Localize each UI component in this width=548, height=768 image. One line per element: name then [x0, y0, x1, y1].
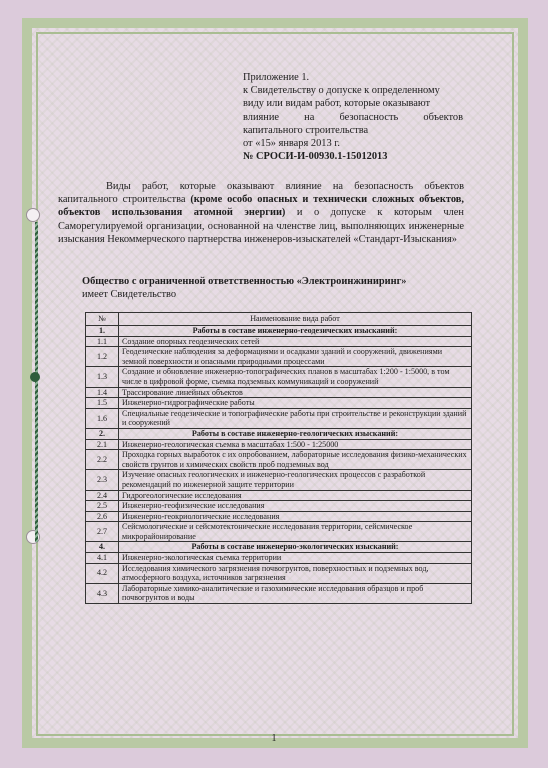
table-row — [86, 367, 472, 387]
word: на — [304, 111, 315, 123]
row-number: 4. — [86, 542, 119, 553]
row-number: 4.2 — [86, 563, 119, 583]
table-row — [86, 470, 472, 490]
row-work-name: Работы в составе инженерно-геологических изысканий: — [119, 428, 472, 439]
row-work-name: Гидрогеологические исследования — [119, 490, 472, 501]
row-number: 2.1 — [86, 439, 119, 450]
row-number: 1.6 — [86, 408, 119, 428]
row-work-name: Создание опорных геодезических сетей — [119, 336, 472, 347]
row-work-name: Инженерно-геологическая съемка в масштабах 1:500 - 1:25000 — [119, 439, 472, 450]
table-row — [86, 501, 472, 512]
word: влияние — [243, 111, 280, 123]
table-row — [86, 398, 472, 409]
header-name: Наименование вида работ — [119, 313, 472, 326]
table-row — [86, 490, 472, 501]
row-number: 4.3 — [86, 583, 119, 603]
row-number: 2.3 — [86, 470, 119, 490]
appendix-line: капитального строительства — [243, 124, 369, 136]
intro-paragraph — [58, 180, 464, 246]
row-number: 1.4 — [86, 387, 119, 398]
organization-line — [82, 275, 482, 301]
table-row — [86, 408, 472, 428]
row-number: 2.5 — [86, 501, 119, 512]
organization-name: Общество с ограниченной ответственностью «Электроинжиниринг» — [82, 276, 407, 287]
certificate-number: № СРОСИ-И-00930.1-15012013 — [243, 151, 388, 163]
row-number: 1.1 — [86, 336, 119, 347]
row-work-name: Изучение опасных геологических и инженерно-геологических процессов с разработкой рекомендаций по инженерной защите территории — [119, 470, 472, 490]
row-work-name: Работы в составе инженерно-экологических изысканий: — [119, 542, 472, 553]
binding-thread — [35, 222, 38, 542]
table-row — [86, 511, 472, 522]
header-num: № — [86, 313, 119, 326]
works-table — [85, 312, 472, 604]
row-work-name: Проходка горных выработок с их опробованием, лабораторные исследования физико-механических свойств грунтов и химических свойств проб подземных вод — [119, 450, 472, 470]
row-work-name: Лабораторные химико-аналитические и газохимические исследования образцов и проб почвогрунтов и воды — [119, 583, 472, 603]
row-number: 2. — [86, 428, 119, 439]
row-work-name: Создание и обновление инженерно-топографических планов в масштабах 1:200 - 1:5000, в том числе в цифровой форме, съемка подземных коммуникаций и сооружений — [119, 367, 472, 387]
page-number: 1 — [271, 733, 277, 744]
row-number: 2.6 — [86, 511, 119, 522]
table-row — [86, 522, 472, 542]
row-work-name: Исследования химического загрязнения почвогрунтов, поверхностных и подземных вод, атмосферного воздуха, источников загрязнения — [119, 563, 472, 583]
row-work-name: Трассирование линейных объектов — [119, 387, 472, 398]
table-row — [86, 583, 472, 603]
row-number: 2.7 — [86, 522, 119, 542]
row-number: 4.1 — [86, 553, 119, 564]
row-number: 1.5 — [86, 398, 119, 409]
appendix-line: к Свидетельству о допуске к определенному — [243, 85, 440, 97]
row-work-name: Геодезические наблюдения за деформациями и осадками зданий и сооружений, движениями земной поверхности и опасными природными процессами — [119, 347, 472, 367]
organization-suffix: имеет Свидетельство — [82, 289, 177, 300]
table-row — [86, 553, 472, 564]
binding-knot — [30, 372, 40, 382]
table-row — [86, 336, 472, 347]
intro-text: Виды работ, которые оказывают влияние на безопасность объектов капитального строительства — [58, 181, 464, 206]
table-section-row — [86, 428, 472, 439]
row-work-name: Специальные геодезические и топографические работы при строительстве и реконструкции зданий и сооружений — [119, 408, 472, 428]
appendix-line-justified — [243, 111, 463, 124]
row-work-name: Инженерно-геофизические исследования — [119, 501, 472, 512]
table-row — [86, 450, 472, 470]
row-work-name: Инженерно-гидрографические работы — [119, 398, 472, 409]
row-work-name: Инженерно-экологическая съемка территории — [119, 553, 472, 564]
intro-bold-text: (кроме особо опасных и технически сложных объектов, объектов использования атомной энергии) — [58, 194, 464, 219]
row-number: 1.2 — [86, 347, 119, 367]
table-section-row — [86, 326, 472, 337]
row-work-name: Инженерно-геокриологические исследования — [119, 511, 472, 522]
table-header-row — [86, 313, 472, 326]
word: объектов — [423, 111, 463, 123]
row-number: 1.3 — [86, 367, 119, 387]
intro-text-2: и о допуске к которым член Саморегулируемой организации, основанной на членстве лиц, выполняющих инженерные изыскания Некоммерческого партнерства инженеров-изыскателей «Стандарт-Изыскания» — [58, 207, 464, 245]
table-row — [86, 439, 472, 450]
row-work-name: Работы в составе инженерно-геодезических изысканий: — [119, 326, 472, 337]
appendix-date: от «15» января 2013 г. — [243, 138, 340, 150]
row-number: 2.2 — [86, 450, 119, 470]
table-row — [86, 387, 472, 398]
appendix-line: виду или видам работ, которые оказывают — [243, 98, 430, 110]
binding-hole-top — [26, 208, 40, 222]
table-section-row — [86, 542, 472, 553]
row-number: 1. — [86, 326, 119, 337]
table-row — [86, 563, 472, 583]
appendix-title: Приложение 1. — [243, 72, 310, 83]
table-row — [86, 347, 472, 367]
row-number: 2.4 — [86, 490, 119, 501]
word: безопасность — [339, 111, 399, 123]
appendix-header — [243, 71, 463, 163]
row-work-name: Сейсмологические и сейсмотектонические исследования территории, сейсмическое микрорайонирование — [119, 522, 472, 542]
